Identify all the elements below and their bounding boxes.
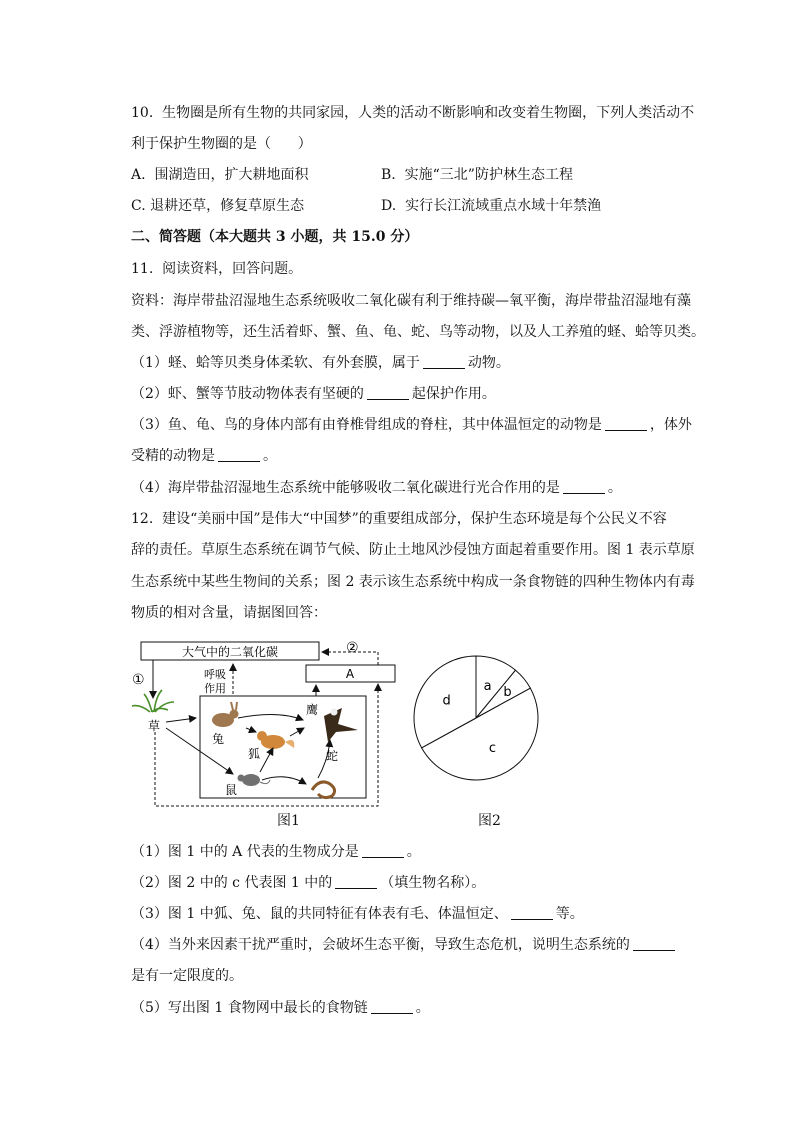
q12-stem-line4: 物质的相对含量，请据图回答： (131, 605, 327, 621)
q11-part3 (131, 415, 692, 435)
q11-part3-line2 (131, 446, 277, 466)
q11-part1-text: （1）蛏、蛤等贝类身体柔软、有外套膜，属于 (131, 355, 420, 371)
q12-part1 (131, 842, 421, 862)
q10-option-d: D. 实行长江流域重点水域十年禁渔 (381, 198, 602, 214)
pie-chart (412, 640, 544, 806)
q11-part1-tail: 动物。 (467, 355, 510, 371)
label-mouse: 鼠 (225, 783, 238, 797)
q10-option-a: A. 围湖造田，扩大耕地面积 (131, 167, 309, 183)
q11-stem: 11. 阅读资料，回答问题。 (131, 261, 303, 277)
co2-box-label: 大气中的二氧化碳 (181, 645, 279, 659)
q11-material-line2: 类、浮游植物等，还生活着虾、蟹、鱼、龟、蛇、鸟等动物，以及人工养殖的蛏、蛤等贝类。 (131, 324, 705, 340)
q11-part3-line2-text: 受精的动物是 (131, 448, 215, 464)
answer-blank[interactable] (367, 385, 409, 400)
q10-option-b: B. 实施“三北”防护林生态工程 (381, 167, 573, 183)
fig2-caption: 图2 (478, 813, 501, 829)
label-grass: 草 (148, 719, 161, 733)
q11-part2 (131, 384, 496, 404)
q12-part1-tail: 。 (406, 844, 421, 860)
q12-part5-tail: 。 (415, 1000, 430, 1016)
q12-part4-text: （4）当外来因素干扰严重时，会破坏生态平衡，导致生态危机，说明生态系统的 (131, 937, 630, 953)
q12-part2-tail: （填生物名称）。 (380, 875, 486, 891)
answer-blank[interactable] (633, 936, 675, 951)
marker-2: ② (346, 640, 359, 656)
mouse-icon (238, 774, 271, 786)
pie-label-a: a (483, 678, 492, 694)
answer-blank[interactable] (362, 843, 404, 858)
q12-part2-text: （2）图 2 中的 c 代表图 1 中的 (131, 875, 333, 891)
q12-part3 (131, 904, 584, 924)
q10-stem-line1: 10. 生物圈是所有生物的共同家园，人类的活动不断影响和改变着生物圈，下列人类活动不 (131, 105, 695, 121)
q10-option-c: C. 退耕还草，修复草原生态 (131, 198, 305, 214)
q11-part4-tail: 。 (607, 480, 622, 496)
answer-blank[interactable] (605, 416, 647, 431)
answer-blank[interactable] (511, 905, 553, 920)
q12-stem-line3: 生态系统中某些生物间的关系；图 2 表示该生态系统中构成一条食物链的四种生物体内有毒 (131, 574, 695, 590)
q11-part3-text: （3）鱼、龟、鸟的身体内部有由脊椎骨组成的脊柱，其中体温恒定的动物是 (131, 417, 602, 433)
pie-label-b: b (503, 684, 512, 700)
section2-title: 二、简答题（本大题共 3 小题，共 15.0 分） (131, 229, 419, 245)
eagle-icon (324, 708, 358, 742)
respiration-label-2: 作用 (204, 682, 226, 695)
label-rabbit: 兔 (212, 732, 225, 746)
q12-stem-line1: 12. 建设“美丽中国”是伟大“中国梦”的重要组成部分，保护生态环境是每个公民义不容 (131, 511, 667, 527)
q11-material-line1: 资料：海岸带盐沼湿地生态系统吸收二氧化碳有利于维持碳—氧平衡，海岸带盐沼湿地有藻 (131, 293, 691, 309)
q10-stem-line2: 利于保护生物圈的是（ ） (131, 136, 312, 152)
q12-part2 (131, 873, 485, 893)
q11-part2-tail: 起保护作用。 (411, 386, 496, 402)
decomposer-box-label: A (345, 667, 355, 681)
q11-part2-text: （2）虾、蟹等节肢动物体表有坚硬的 (131, 386, 364, 402)
label-fox: 狐 (248, 747, 261, 761)
q11-part3-tail: ，体外 (649, 417, 692, 433)
fox-icon (257, 731, 294, 749)
answer-blank[interactable] (423, 354, 465, 369)
marker-1: ① (132, 672, 145, 688)
q12-part4 (131, 935, 678, 955)
answer-blank[interactable] (563, 479, 605, 494)
label-eagle: 鹰 (306, 703, 319, 717)
q12-part1-text: （1）图 1 中的 A 代表的生物成分是 (131, 844, 359, 860)
q11-part1 (131, 353, 510, 373)
q12-part3-text: （3）图 1 中狐、兔、鼠的共同特征有体表有毛、体温恒定、 (131, 906, 508, 922)
pie-label-c: c (488, 740, 497, 756)
q12-stem-line2: 辞的责任。草原生态系统在调节气候、防止土地风沙侵蚀方面起着重要作用。图 1 表示草原 (131, 542, 695, 558)
answer-blank[interactable] (371, 999, 413, 1014)
q11-part3-line2-tail: 。 (263, 448, 277, 464)
pie-label-d: d (442, 693, 451, 709)
label-snake: 蛇 (326, 749, 339, 763)
rabbit-icon (212, 702, 239, 727)
q11-part4 (131, 478, 622, 498)
q12-part4-line2: 是有一定限度的。 (131, 968, 243, 984)
q11-part4-text: （4）海岸带盐沼湿地生态系统中能够吸收二氧化碳进行光合作用的是 (131, 480, 560, 496)
q12-part3-tail: 等。 (555, 906, 584, 922)
answer-blank[interactable] (218, 447, 260, 462)
food-web-diagram (128, 632, 408, 832)
fig1-caption: 图1 (277, 813, 300, 829)
snake-icon (312, 782, 335, 798)
respiration-label-1: 呼吸 (204, 668, 226, 681)
q12-part5-text: （5）写出图 1 食物网中最长的食物链 (131, 1000, 368, 1016)
answer-blank[interactable] (335, 874, 377, 889)
q12-part5 (131, 998, 430, 1018)
